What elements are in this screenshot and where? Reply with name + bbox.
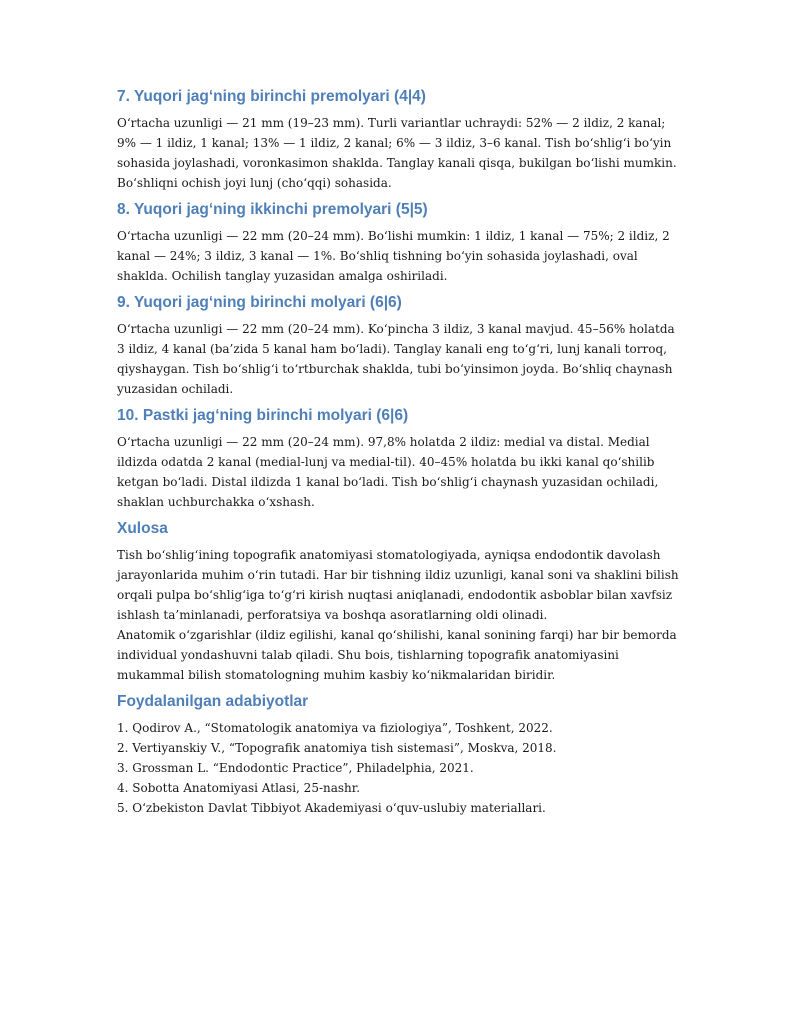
section-references [117,691,684,818]
references-heading: Foydalanilgan adabiyotlar [117,693,309,710]
section-upper-second-premolar [117,199,684,286]
reference-item: 1. Qodirov A., “Stomatologik anatomiya va fiziologiya”, Toshkent, 2022. [117,721,553,735]
conclusion-heading: Xulosa [117,520,168,537]
section-body: O‘rtacha uzunligi — 22 mm (20–24 mm). 97,8% holatda 2 ildiz: medial va distal. Medial ildizda odatda 2 kanal (medial-lunj va medial-til). 40–45% holatda bu ikki kanal qo‘shilib ketgan bo‘ladi. Distal ildizda 1 kanal bo‘ladi. Tish bo‘shlig‘i chaynash yuzasidan ochiladi, shaklan uchburchakka o‘xshash. [117,435,659,509]
section-heading: 8. Yuqori jag‘ning ikkinchi premolyari (5|5) [117,201,428,218]
section-body: O‘rtacha uzunligi — 22 mm (20–24 mm). Ko‘pincha 3 ildiz, 3 kanal mavjud. 45–56% holatda 3 ildiz, 4 kanal (ba’zida 5 kanal ham bo‘ladi). Tanglay kanali eng to‘g‘ri, lunj kanali torroq, qiyshaygan. Tish bo‘shlig‘i to‘rtburchak shaklda, tubi bo‘yinsimon joyda. Bo‘shliq chaynash yuzasidan ochiladi. [117,322,675,396]
conclusion-paragraph-1: Tish bo‘shlig‘ining topografik anatomiyasi stomatologiyada, ayniqsa endodontik davolash jarayonlarida muhim o‘rin tutadi. Har bir tishning ildiz uzunligi, kanal soni va shaklini bilish orqali pulpa bo‘shlig‘iga to‘g‘ri kirish nuqtasi aniqlanadi, endodontik asboblar bilan xavfsiz ishlash ta’minlanadi, perforatsiya va boshqa asoratlarning oldi olinadi. [117,548,679,622]
conclusion-paragraph-2: Anatomik o‘zgarishlar (ildiz egilishi, kanal qo‘shilishi, kanal sonining farqi) har bir bemorda individual yondashuvni talab qiladi. Shu bois, tishlarning topografik anatomiyasini mukammal bilish stomatologning muhim kasbiy ko‘nikmalaridan biridir. [117,628,677,682]
section-conclusion [117,518,684,685]
reference-item: 3. Grossman L. “Endodontic Practice”, Philadelphia, 2021. [117,761,474,775]
reference-item: 5. O‘zbekiston Davlat Tibbiyot Akademiyasi o‘quv-uslubiy materiallari. [117,801,546,815]
section-body: O‘rtacha uzunligi — 21 mm (19–23 mm). Turli variantlar uchraydi: 52% — 2 ildiz, 2 kanal; 9% — 1 ildiz, 1 kanal; 13% — 1 ildiz, 2 kanal; 6% — 3 ildiz, 3–6 kanal. Tish bo‘shlig‘i bo‘yin sohasida joylashadi, voronkasimon shaklda. Tanglay kanali qisqa, bukilgan bo‘lishi mumkin. Bo‘shliqni ochish joyi lunj (cho‘qqi) sohasida. [117,116,677,190]
section-upper-first-premolar [117,86,684,193]
reference-item: 4. Sobotta Anatomiyasi Atlasi, 25-nashr. [117,781,361,795]
reference-item: 2. Vertiyanskiy V., “Topografik anatomiya tish sistemasi”, Moskva, 2018. [117,741,557,755]
section-heading: 9. Yuqori jag‘ning birinchi molyari (6|6) [117,294,402,311]
section-lower-first-molar [117,405,684,512]
section-upper-first-molar [117,292,684,399]
section-body: O‘rtacha uzunligi — 22 mm (20–24 mm). Bo‘lishi mumkin: 1 ildiz, 1 kanal — 75%; 2 ildiz, 2 kanal — 24%; 3 ildiz, 3 kanal — 1%. Bo‘shliq tishning bo‘yin sohasida joylashadi, oval shaklda. Ochilish tanglay yuzasidan amalga oshiriladi. [117,229,670,283]
references-list [117,718,684,818]
section-heading: 7. Yuqori jag‘ning birinchi premolyari (4|4) [117,88,426,105]
section-heading: 10. Pastki jag‘ning birinchi molyari (6|6) [117,407,409,424]
